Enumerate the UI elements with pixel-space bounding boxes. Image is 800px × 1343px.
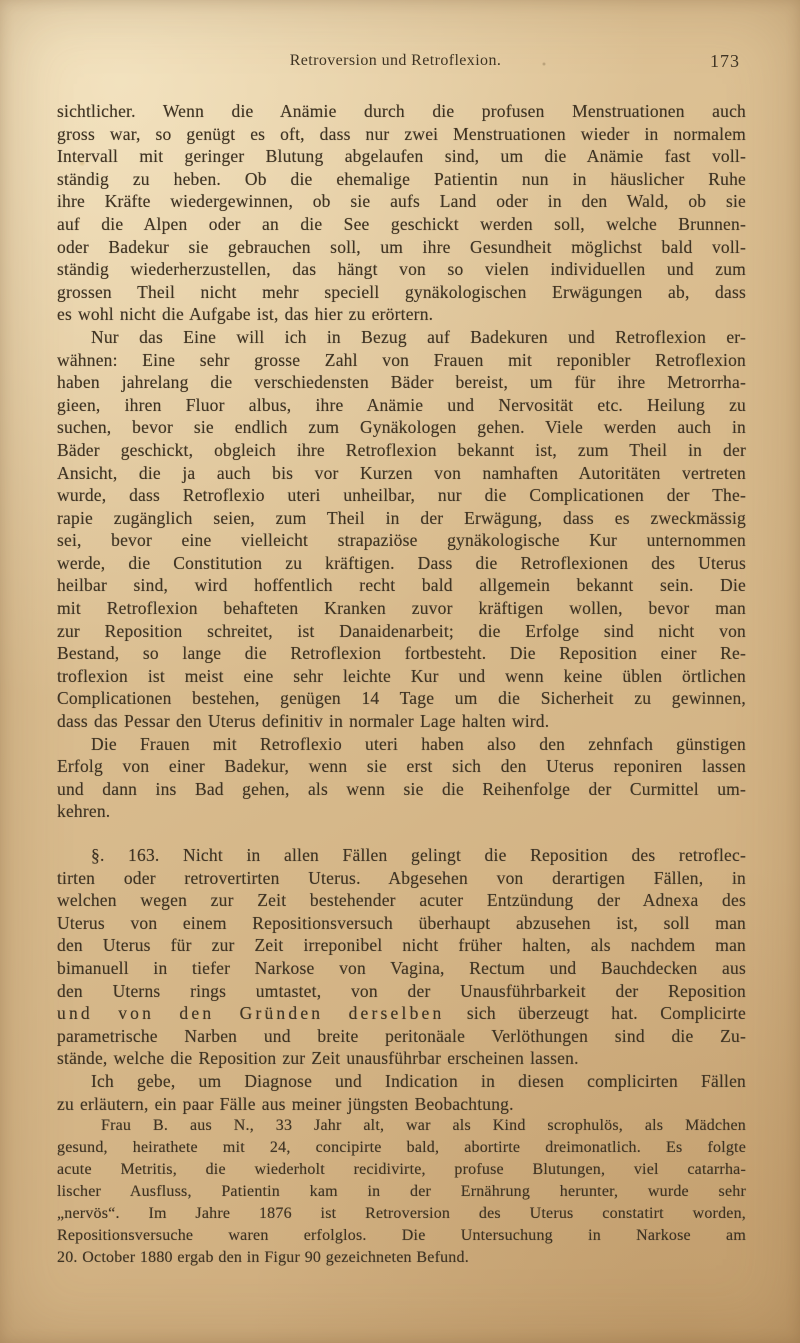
text-line: ständig wiederherzustellen, das hängt von so vielen individuellen und zum [57, 259, 746, 280]
text-line: gesund, heirathete mit 24, concipirte bald, abortirte dreimonatlich. Es folgte [57, 1139, 746, 1157]
text-line: es wohl nicht die Aufgabe ist, das hier zu erörtern. [57, 304, 434, 325]
text-line: zur Reposition schreitet, ist Danaidenarbeit; die Erfolge sind nicht von [57, 620, 746, 641]
text-line: heilbar sind, wird hoffentlich recht bald allgemein bekannt sein. Die [57, 575, 746, 596]
text-line: wurde, dass Retroflexio uteri unheilbar, nur die Complicationen der The- [57, 485, 746, 506]
text-line: dass das Pessar den Uterus definitiv in normaler Lage halten wird. [57, 711, 550, 732]
text-line: oder Badekur sie gebrauchen soll, um ihre Gesundheit möglichst bald voll- [57, 236, 746, 257]
text-line: tirten oder retrovertirten Uterus. Abgesehen von derartigen Fällen, in [57, 867, 746, 888]
text-line: stände, welche die Reposition zur Zeit unausführbar erscheinen lassen. [57, 1048, 579, 1069]
text-line: kehren. [57, 801, 111, 822]
paragraph [57, 326, 746, 733]
text-line: mit Retroflexion behafteten Kranken zuvor kräftigen wollen, bevor man [57, 598, 746, 619]
text-line: haben jahrelang die verschiedensten Bäder bereist, um für ihre Metrorrha- [57, 372, 746, 393]
text-line: Repositionsversuche waren erfolglos. Die Untersuchung in Narkose am [57, 1227, 746, 1245]
text-line: gieen, ihren Fluor albus, ihre Anämie und Nervosität etc. Heilung zu [57, 394, 746, 415]
text-line: suchen, bevor sie endlich zum Gynäkologen gehen. Viele werden auch in [57, 417, 746, 438]
text-line: Nur das Eine will ich in Bezug auf Badekuren und Retroflexion er- [91, 326, 746, 347]
text-line: Ansicht, die ja auch bis vor Kurzen von namhaften Autoritäten vertreten [57, 462, 746, 483]
text-line: troflexion ist meist eine sehr leichte Kur und wenn keine üblen örtlichen [57, 665, 746, 686]
text-line: Die Frauen mit Retroflexio uteri haben also den zehnfach günstigen [91, 733, 746, 754]
text-line: Uterus von einem Repositionsversuch überhaupt abzusehen ist, soll man [57, 912, 746, 933]
text-line: welchen wegen zur Zeit bestehender acuter Entzündung der Adnexa des [57, 890, 746, 911]
running-title: Retroversion und Retroflexion. [289, 52, 502, 69]
body-text [57, 100, 746, 1269]
text-line: den Uterus für zur Zeit irreponibel nicht früher halten, als nachdem man [57, 935, 746, 956]
text-line: 20. October 1880 ergab den in Figur 90 gezeichneten Befund. [57, 1249, 469, 1267]
text-line: Frau B. aus N., 33 Jahr alt, war als Kind scrophulös, als Mädchen [101, 1117, 746, 1135]
text-line: Intervall mit geringer Blutung abgelaufen sind, um die Anämie fast voll- [57, 146, 746, 167]
letterspaced-emphasis: und von den Gründen derselben [57, 1003, 445, 1024]
text-line: Ich gebe, um Diagnose und Indication in diesen complicirten Fällen [91, 1070, 746, 1091]
text-line: Erfolg von einer Badekur, wenn sie erst sich den Uterus reponiren lassen [57, 756, 746, 777]
paragraph [57, 844, 746, 1070]
page-number: 173 [710, 51, 740, 71]
text-line: „nervös“. Im Jahre 1876 ist Retroversion des Uterus constatirt worden, [57, 1205, 746, 1223]
text-line: Bäder geschickt, obgleich ihre Retroflexion bekannt ist, zum Theil in der [57, 439, 746, 460]
text-line: ihre Kräfte wiedergewinnen, ob sie aufs Land oder in den Wald, ob sie [57, 191, 746, 212]
paragraph [57, 733, 746, 823]
text-line: acute Metritis, die wiederholt recidivirte, profuse Blutungen, viel catarrha- [57, 1161, 746, 1179]
text-line: werde, die Constitution zu kräftigen. Dass die Retroflexionen des Uterus [57, 552, 746, 573]
text-line: Complicationen bestehen, genügen 14 Tage um die Sicherheit zu gewinnen, [57, 688, 746, 709]
paragraph [57, 1115, 746, 1269]
text-line: zu erläutern, ein paar Fälle aus meiner jüngsten Beobachtung. [57, 1093, 514, 1114]
text-line: sichtlicher. Wenn die Anämie durch die profusen Menstruationen auch [57, 101, 746, 121]
text-line: und dann ins Bad gehen, als wenn sie die Reihenfolge der Curmittel um- [57, 778, 746, 799]
text-line: sei, bevor eine vielleicht strapaziöse gynäkologische Kur unternommen [57, 530, 746, 551]
paragraph [57, 100, 746, 326]
text-line: den Uterns rings umtastet, von der Unausführbarkeit der Reposition [57, 980, 746, 1001]
text-line: §. 163. Nicht in allen Fällen gelingt die Reposition des retroflec- [91, 845, 746, 865]
paragraph [57, 1070, 746, 1115]
text-line: wähnen: Eine sehr grosse Zahl von Frauen mit reponibler Retroflexion [57, 349, 746, 370]
text-line: und von den Gründen derselben sich überzeugt hat. Complicirte [57, 1003, 747, 1024]
text-line: ständig zu heben. Ob die ehemalige Patientin nun in häuslicher Ruhe [57, 168, 746, 189]
text-line: bimanuell in tiefer Narkose von Vagina, Rectum und Bauchdecken aus [57, 957, 746, 978]
text-line: gross war, so genügt es oft, dass nur zwei Menstruationen wieder in normalem [57, 123, 746, 144]
text-line: rapie zugänglich seien, zum Theil in der Erwägung, dass es zweckmässig [57, 507, 746, 528]
text-line: parametrische Narben und breite peritonäale Verlöthungen sind die Zu- [57, 1025, 746, 1046]
text-line: Bestand, so lange die Retroflexion fortbesteht. Die Reposition einer Re- [57, 643, 746, 664]
text-line: grossen Theil nicht mehr speciell gynäkologischen Erwägungen ab, dass [57, 281, 746, 302]
text-line: auf die Alpen oder an die See geschickt werden soll, welche Brunnen- [57, 213, 746, 234]
text-line: lischer Ausfluss, Patientin kam in der Ernährung herunter, wurde sehr [57, 1183, 746, 1201]
page-header [57, 52, 746, 74]
